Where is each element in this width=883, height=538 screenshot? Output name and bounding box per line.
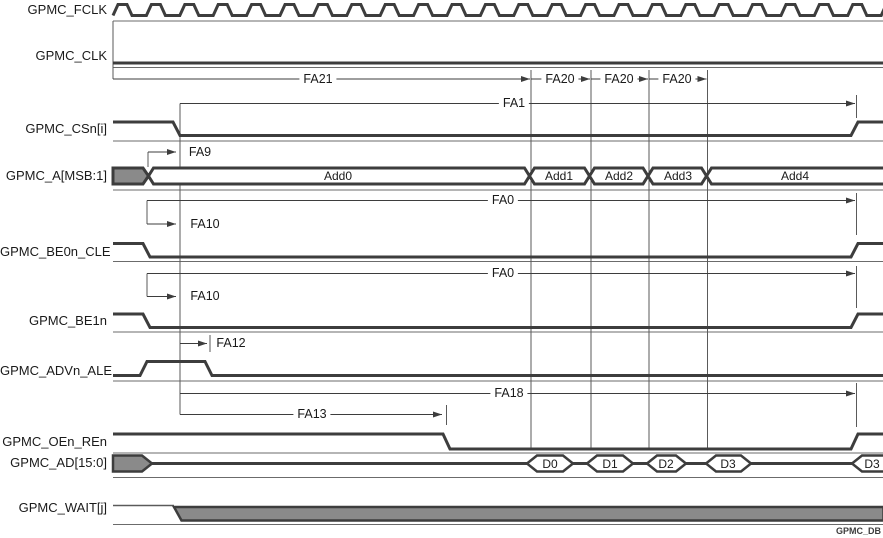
dimension-arrowheads: [167, 76, 855, 418]
bus-segment-add3: Add3: [663, 169, 693, 183]
dim-label-fa0-be0n: FA0: [488, 193, 518, 207]
gpmc-wait-waveform: [113, 506, 883, 521]
dim-label-fa20-1: FA20: [541, 72, 578, 86]
dim-label-fa20-3: FA20: [658, 72, 695, 86]
gpmc-be0n-cle-waveform: [113, 244, 883, 258]
figure-watermark: GPMC_DB: [835, 526, 881, 536]
wait-invalid-band: [174, 507, 883, 521]
bus-segment-d3-right: D3: [864, 457, 880, 471]
dim-label-fa21: FA21: [299, 72, 336, 86]
dim-label-fa10-be0n: FA10: [186, 217, 223, 231]
signal-label-gpmc-advn-ale: GPMC_ADVn_ALE: [0, 363, 112, 378]
bus-segment-d3: D3: [720, 457, 736, 471]
gpmc-be1n-waveform: [113, 314, 883, 328]
bus-segment-d0: D0: [542, 457, 558, 471]
signal-label-gpmc-wait: GPMC_WAIT[j]: [18, 500, 107, 515]
gpmc-advn-ale-waveform: [113, 362, 883, 376]
signal-label-gpmc-ad: GPMC_AD[15:0]: [10, 455, 107, 470]
bus-segment-d1: D1: [602, 457, 618, 471]
reference-lines: [113, 21, 857, 448]
gpmc-fclk-waveform: [113, 5, 883, 16]
signal-label-gpmc-fclk: GPMC_FCLK: [27, 2, 107, 17]
bus-segment-add0: Add0: [323, 169, 353, 183]
dim-label-fa10-be1n: FA10: [186, 289, 223, 303]
dim-label-fa12: FA12: [212, 336, 249, 350]
gpmc-oen-ren-waveform: [113, 434, 883, 449]
dim-label-fa18: FA18: [490, 386, 527, 400]
signal-label-gpmc-clk: GPMC_CLK: [35, 48, 107, 63]
dim-label-fa1: FA1: [499, 96, 529, 110]
signal-label-gpmc-be0n-cle: GPMC_BE0n_CLE: [0, 244, 111, 259]
gpmc-ad-bus: [113, 456, 883, 472]
signal-label-gpmc-oen-ren: GPMC_OEn_REn: [2, 434, 107, 449]
dim-label-fa9: FA9: [185, 145, 215, 159]
gpmc-csn-waveform: [113, 122, 883, 136]
signal-label-gpmc-be1n: GPMC_BE1n: [28, 313, 107, 328]
bus-segment-add2: Add2: [604, 169, 634, 183]
gpmc-a-bus: [113, 168, 883, 184]
dim-label-fa20-2: FA20: [600, 72, 637, 86]
dimension-lines: [113, 79, 855, 415]
waveforms: [113, 5, 883, 450]
bus-segment-add4: Add4: [780, 169, 810, 183]
signal-label-gpmc-a: GPMC_A[MSB:1]: [5, 168, 107, 183]
ad-bus-invalid-segment: [113, 456, 152, 472]
dim-label-fa0-be1n: FA0: [488, 266, 518, 280]
bus-segment-add1: Add1: [544, 169, 574, 183]
a-bus-invalid-segment: [113, 168, 149, 184]
signal-label-gpmc-csn: GPMC_CSn[i]: [25, 121, 107, 136]
dim-label-fa13: FA13: [293, 407, 330, 421]
bus-segment-d2: D2: [658, 457, 674, 471]
